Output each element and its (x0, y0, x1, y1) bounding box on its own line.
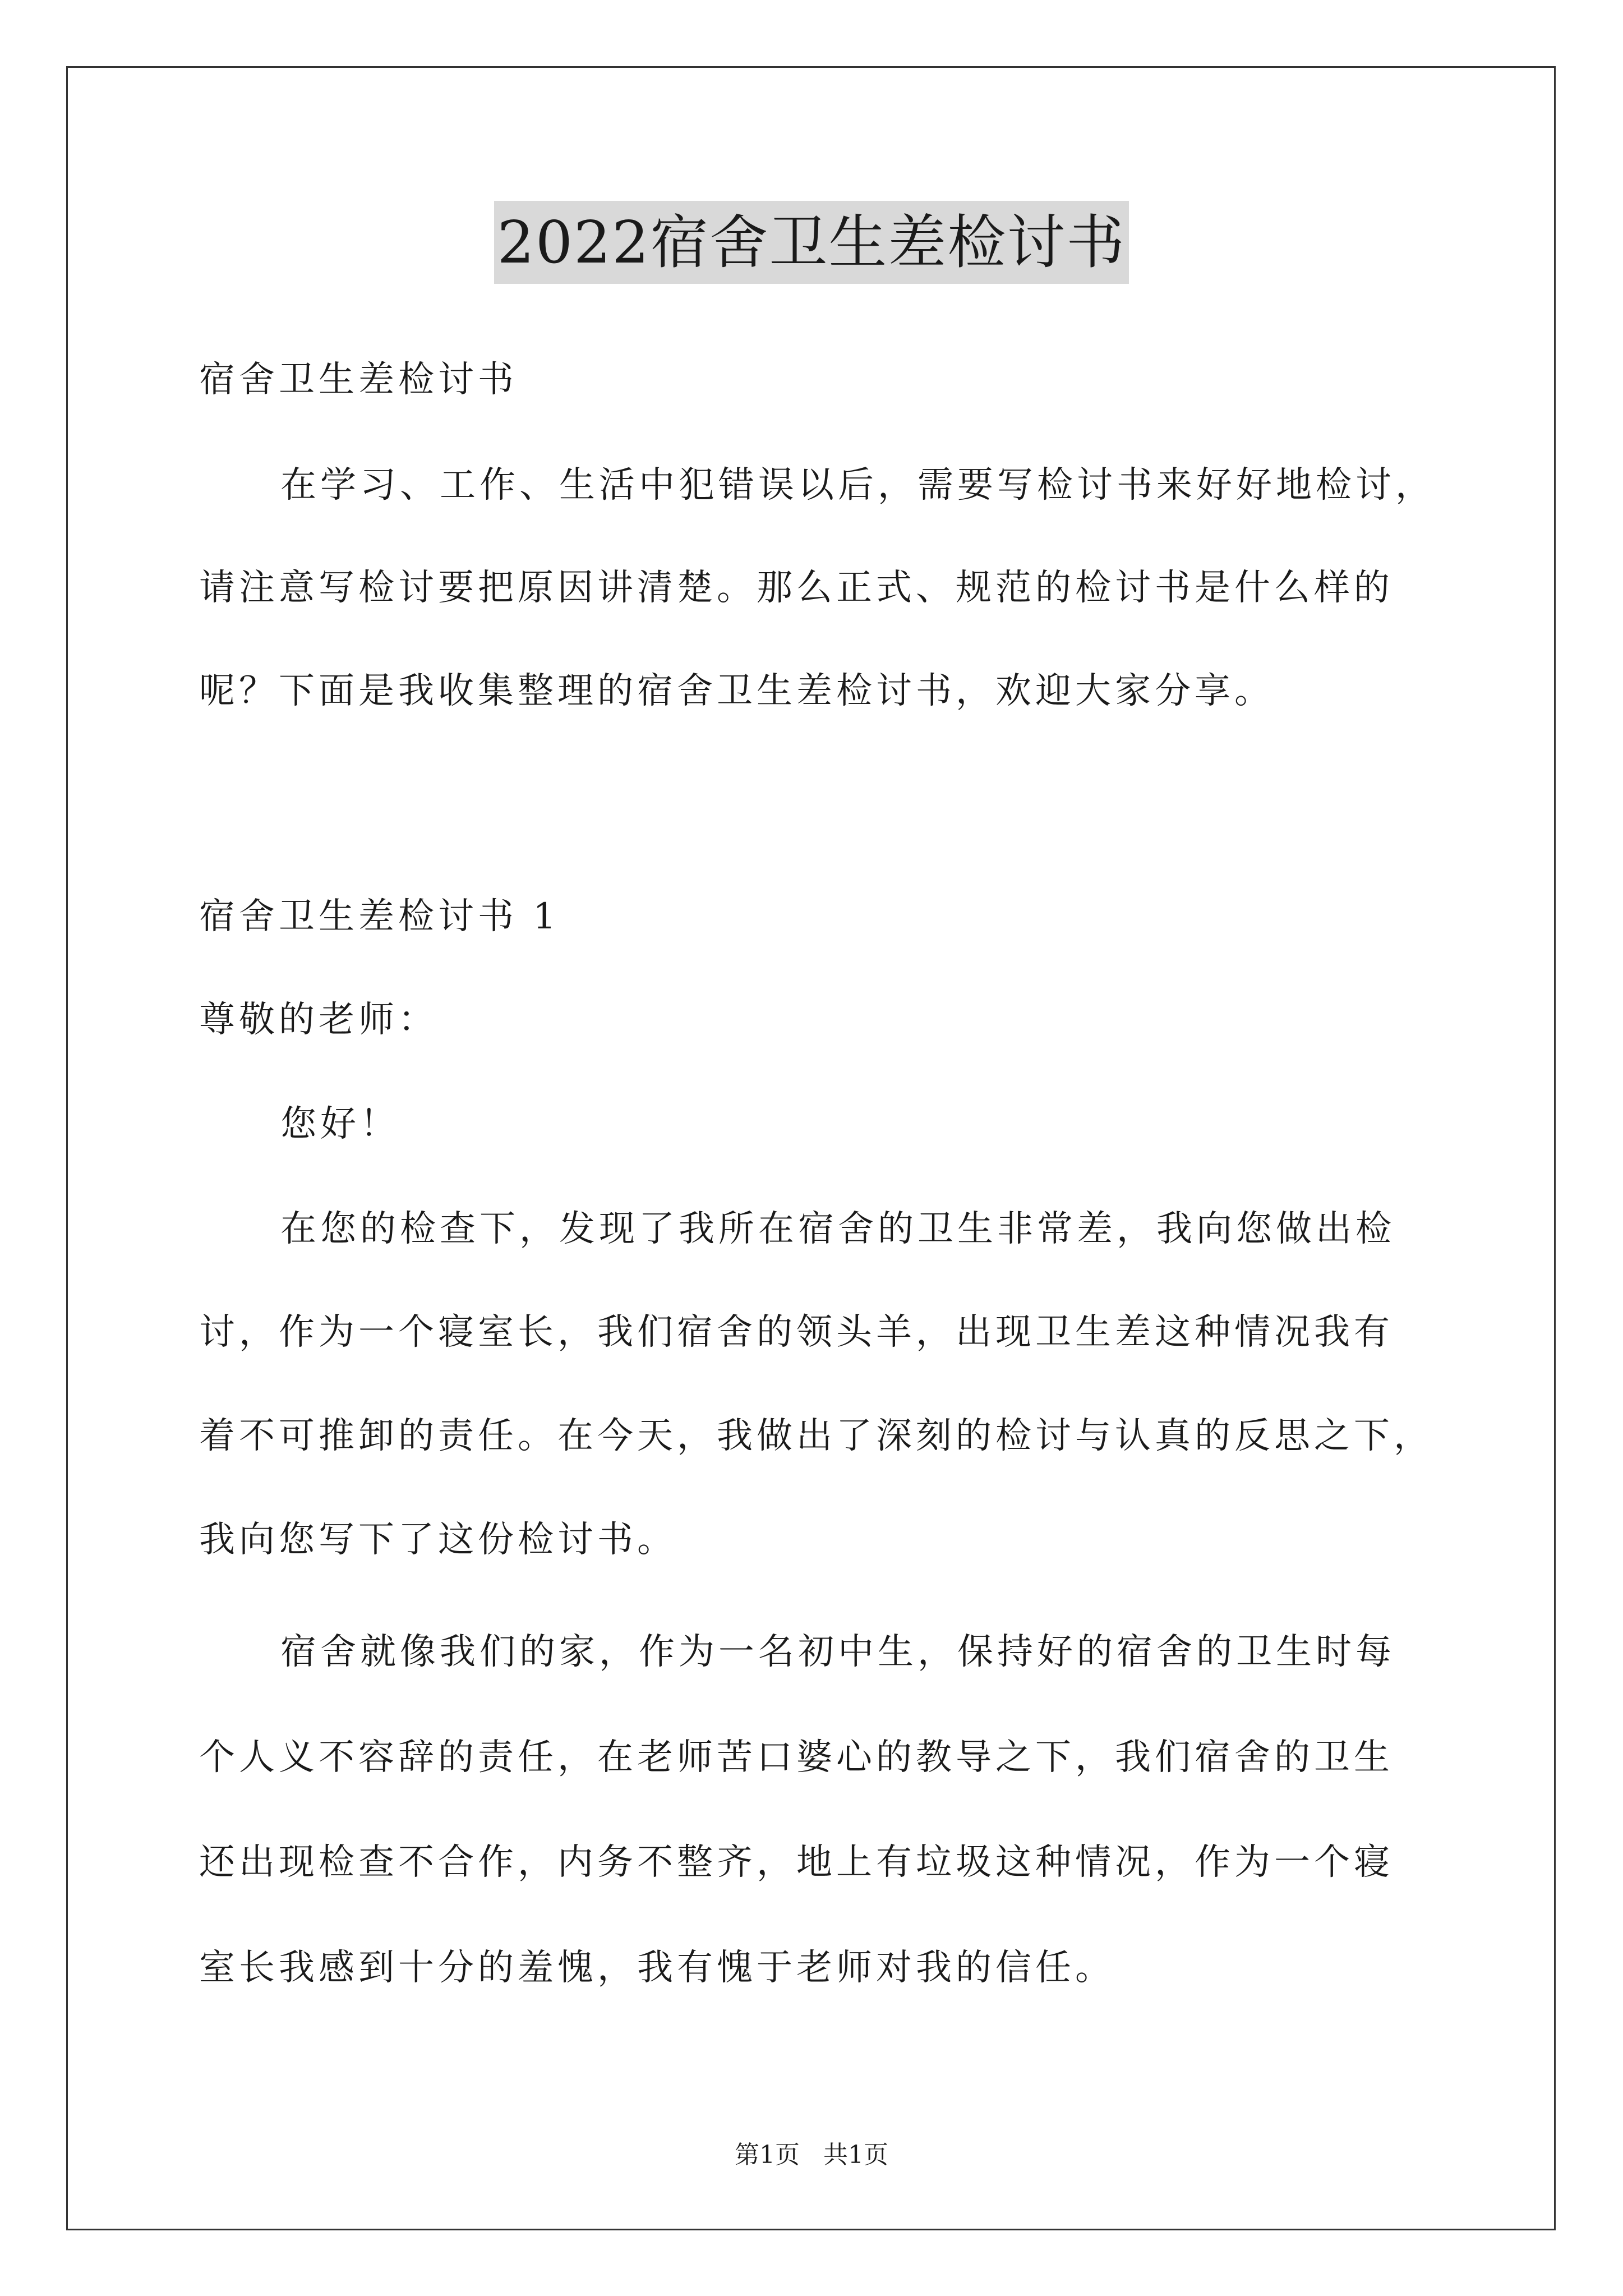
paragraph2-line-4: 室长我感到十分的羞愧，我有愧于老师对我的信任。 (199, 1947, 1115, 1989)
section-heading: 宿舍卫生差检讨书 1 (199, 896, 560, 937)
intro-line-3: 呢？下面是我收集整理的宿舍卫生差检讨书，欢迎大家分享。 (199, 670, 1274, 712)
document-subtitle: 宿舍卫生差检讨书 (199, 359, 518, 401)
page-total: 共1页 (823, 2141, 888, 2169)
page-current: 第1页 (735, 2141, 800, 2169)
greeting: 您好！ (280, 1103, 400, 1145)
salutation: 尊敬的老师： (199, 999, 438, 1041)
paragraph1-line-1: 在您的检查下，发现了我所在宿舍的卫生非常差，我向您做出检 (280, 1208, 1395, 1250)
paragraph1-line-4: 我向您写下了这份检讨书。 (199, 1519, 677, 1561)
paragraph2-line-2: 个人义不容辞的责任，在老师苦口婆心的教导之下，我们宿舍的卫生 (199, 1737, 1394, 1778)
document-title: 2022宿舍卫生差检讨书 (494, 201, 1129, 284)
paragraph2-line-1: 宿舍就像我们的家，作为一名初中生，保持好的宿舍的卫生时每 (280, 1631, 1395, 1673)
paragraph2-line-3: 还出现检查不合作，内务不整齐，地上有垃圾这种情况，作为一个寝 (199, 1842, 1394, 1883)
title-container (0, 201, 1623, 284)
paragraph1-line-3: 着不可推卸的责任。在今天，我做出了深刻的检讨与认真的反思之下， (199, 1415, 1433, 1457)
intro-line-2: 请注意写检讨要把原因讲清楚。那么正式、规范的检讨书是什么样的 (199, 567, 1394, 609)
intro-line-1: 在学习、工作、生活中犯错误以后，需要写检讨书来好好地检讨， (280, 464, 1435, 506)
paragraph1-line-2: 讨，作为一个寝室长，我们宿舍的领头羊，出现卫生差这种情况我有 (199, 1312, 1394, 1353)
page-footer (0, 2138, 1623, 2172)
